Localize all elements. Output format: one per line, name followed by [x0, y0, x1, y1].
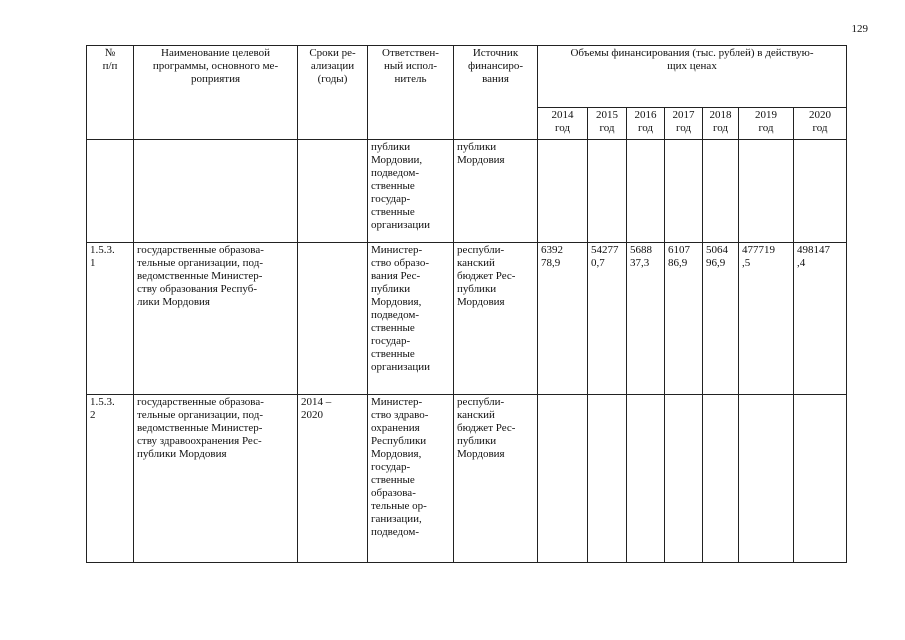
row-value: 6392 78,9: [538, 243, 588, 395]
table-row: [87, 243, 847, 395]
row-value: [739, 395, 794, 563]
row-value: [538, 140, 588, 243]
header-year: 2018 год: [703, 108, 739, 140]
header-num: № п/п: [87, 46, 134, 140]
row-executor: Министер- ство здраво- охранения Республики Мордовия, государ- ственные образова- тельные ор- ганизации, подведом-: [368, 395, 454, 563]
page-number: 129: [851, 23, 868, 35]
row-value: [665, 140, 703, 243]
row-name: [134, 140, 298, 243]
header-year: 2016 год: [627, 108, 665, 140]
row-executor: публики Мордовии, подведом- ственные государ- ственные организации: [368, 140, 454, 243]
row-value: 5064 96,9: [703, 243, 739, 395]
row-source: республи- канский бюджет Рес- публики Мордовия: [454, 395, 538, 563]
row-value: [665, 395, 703, 563]
row-value: 498147 ,4: [794, 243, 847, 395]
row-period: [298, 243, 368, 395]
row-executor: Министер- ство образо- вания Рес- публики Мордовия, подведом- ственные государ- ственные организации: [368, 243, 454, 395]
row-value: [627, 395, 665, 563]
row-value: [627, 140, 665, 243]
row-value: [538, 395, 588, 563]
header-period: Сроки ре- ализации (годы): [298, 46, 368, 140]
row-value: [703, 140, 739, 243]
row-name: государственные образова- тельные организации, под- ведомственные Министер- ству образования Респуб- лики Мордовия: [134, 243, 298, 395]
row-value: 5688 37,3: [627, 243, 665, 395]
header-year: 2020 год: [794, 108, 847, 140]
row-value: [794, 140, 847, 243]
row-period: [298, 140, 368, 243]
row-num: 1.5.3. 2: [87, 395, 134, 563]
header-funding: Объемы финансирования (тыс. рублей) в действую- щих ценах: [538, 46, 847, 108]
header-row: [87, 46, 847, 108]
row-value: [739, 140, 794, 243]
row-source: республи- канский бюджет Рес- публики Мордовия: [454, 243, 538, 395]
header-year: 2014 год: [538, 108, 588, 140]
row-value: 477719 ,5: [739, 243, 794, 395]
row-num: 1.5.3. 1: [87, 243, 134, 395]
header-year: 2017 год: [665, 108, 703, 140]
header-year: 2019 год: [739, 108, 794, 140]
row-name: государственные образова- тельные организации, под- ведомственные Министер- ству здравоохранения Рес- публики Мордовия: [134, 395, 298, 563]
header-executor: Ответствен- ный испол- нитель: [368, 46, 454, 140]
header-name: Наименование целевой программы, основного ме- роприятия: [134, 46, 298, 140]
row-period: 2014 – 2020: [298, 395, 368, 563]
row-value: [794, 395, 847, 563]
row-value: 6107 86,9: [665, 243, 703, 395]
row-value: [588, 395, 627, 563]
funding-table: [86, 45, 847, 563]
row-value: [588, 140, 627, 243]
header-source: Источник финансиро- вания: [454, 46, 538, 140]
table-row: [87, 395, 847, 563]
row-value: [703, 395, 739, 563]
header-year: 2015 год: [588, 108, 627, 140]
row-value: 54277 0,7: [588, 243, 627, 395]
row-num: [87, 140, 134, 243]
table-row: [87, 140, 847, 243]
row-source: публики Мордовия: [454, 140, 538, 243]
